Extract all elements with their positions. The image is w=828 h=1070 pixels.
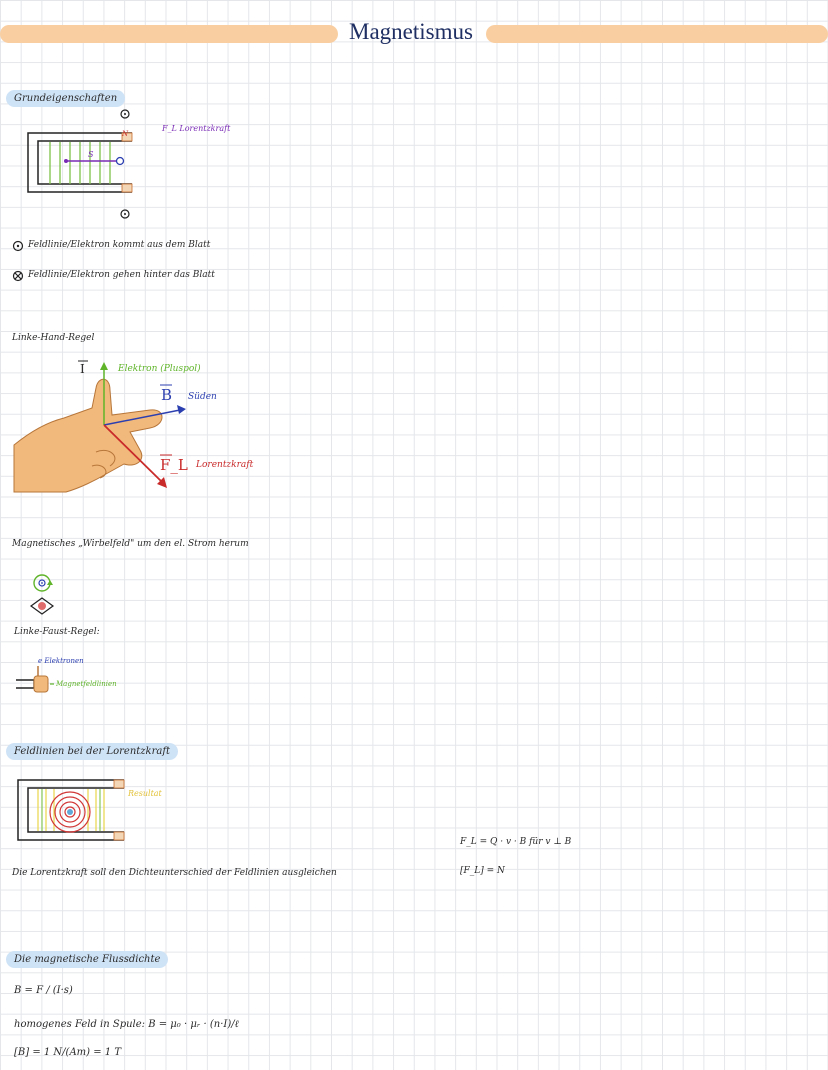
coil-field-formula: homogenes Feld in Spule: B = μ₀ · μᵣ · (n·I)/ℓ: [14, 1019, 239, 1030]
label-s: S: [88, 150, 94, 159]
section-heading-feldlinien: Feldlinien bei der Lorentzkraft: [6, 743, 178, 760]
page-title: Magnetismus: [349, 19, 473, 44]
lorentz-unit: [F_L] = N: [460, 866, 505, 876]
cross-symbol-description: Feldlinie/Elektron gehen hinter das Blatt: [28, 270, 215, 280]
vortex-field-text: Magnetisches „Wirbelfeld" um den el. Strom herum: [12, 539, 249, 549]
fist-field-lines-label: Magnetfeldlinien: [56, 680, 117, 688]
lorentz-explanation: Die Lorentzkraft soll den Dichteunterschied der Feldlinien ausgleichen: [12, 868, 337, 878]
section-heading-grundeigenschaften: Grundeigenschaften: [6, 90, 125, 107]
fist-rule-heading: Linke-Faust-Regel:: [14, 627, 100, 637]
lorentz-note: F_L Lorentzkraft: [162, 124, 231, 133]
label-n: N: [122, 130, 129, 138]
resultant-label: Resultat: [128, 789, 162, 798]
dot-symbol-description: Feldlinie/Elektron kommt aus dem Blatt: [28, 240, 211, 250]
section-heading-flussdichte: Die magnetische Flussdichte: [6, 951, 168, 968]
lorentz-formula: F_L = Q · v · B für v ⊥ B: [460, 837, 572, 847]
label-b-description: Süden: [188, 392, 217, 402]
fist-electrons-label: e Elektronen: [38, 657, 84, 665]
section-heading-linke-hand-regel: Linke-Hand-Regel: [12, 333, 95, 343]
label-i: I: [80, 362, 85, 376]
label-f-description: Lorentzkraft: [196, 460, 254, 470]
flux-density-formula: B = F / (I·s): [14, 985, 73, 996]
label-i-description: Elektron (Pluspol): [118, 364, 201, 374]
flux-density-unit: [B] = 1 N/(Am) = 1 T: [14, 1047, 122, 1058]
label-f: F_L: [160, 456, 188, 474]
label-b: B: [161, 386, 173, 404]
